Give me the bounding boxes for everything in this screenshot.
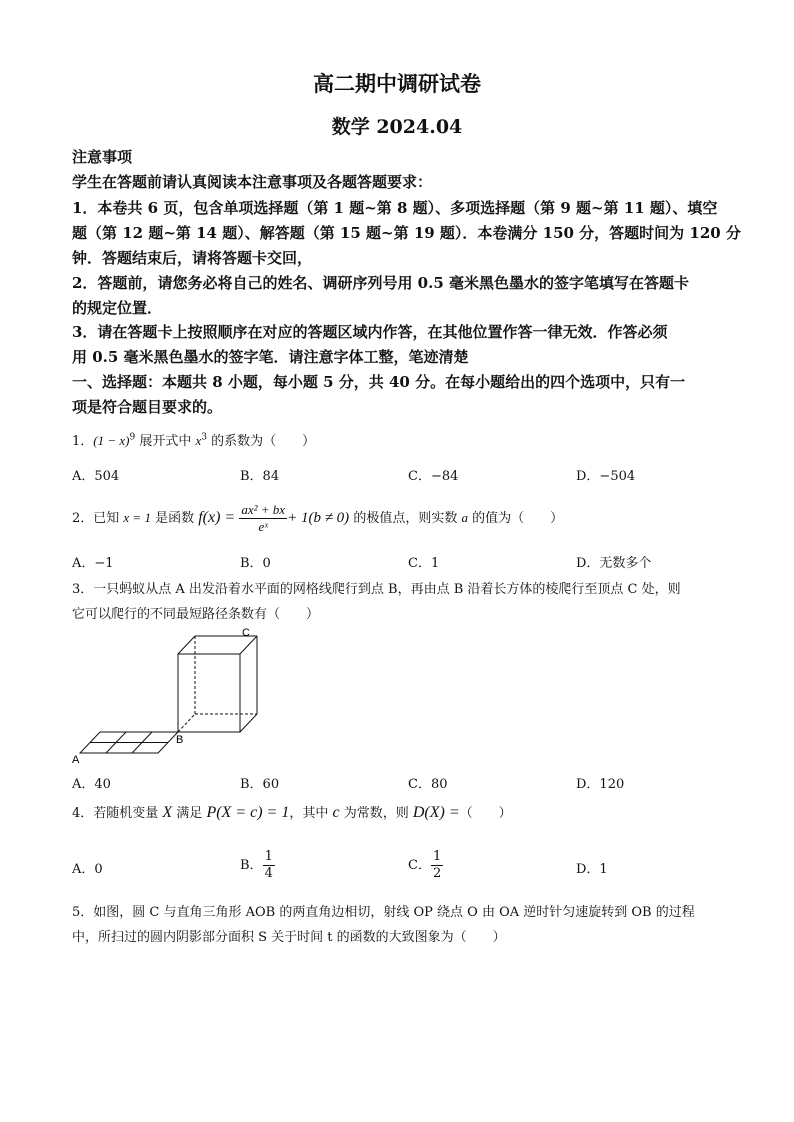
notice-item2-line1: 2．答题前，请您务必将自己的姓名、调研序列号用 0.5 毫米黑色墨水的签字笔填写在答题卡 — [72, 274, 689, 292]
q4-text1: 4．若随机变量 — [72, 806, 163, 821]
q4-option-b-den: 4 — [264, 866, 273, 881]
question-4 — [72, 802, 512, 822]
q4-option-c-den: 2 — [432, 866, 442, 881]
q3-line1: 3．一只蚂蚁从点 A 出发沿着水平面的网格线爬行到点 B，再由点 B 沿着长方体的棱爬行至顶点 C 处，则 — [72, 582, 681, 597]
q4-option-c-num: 1 — [432, 849, 442, 864]
q4-variance: D(X) = — [412, 804, 460, 821]
cuboid-edge — [178, 636, 195, 654]
notice-item3-line2: 用 0.5 毫米黑色墨水的签字笔．请注意字体工整，笔迹清楚 — [72, 348, 469, 366]
notice-item3-line1: 3．请在答题卡上按照顺序在对应的答题区域内作答，在其他位置作答一律无效．作答必须 — [72, 323, 668, 341]
q1-tail: 的系数为（ ） — [207, 434, 316, 449]
q2-option-a[interactable]: A．−1 — [72, 556, 114, 571]
q1-exponent: 9 — [129, 432, 136, 443]
q1-option-c[interactable]: C．−84 — [408, 469, 459, 484]
q1-option-b[interactable]: B．84 — [240, 469, 280, 484]
q2-denominator: eˣ — [258, 519, 268, 534]
cuboid-front-face — [178, 654, 240, 732]
q1-option-d[interactable]: D．−504 — [576, 469, 636, 484]
notice-intro: 学生在答题前请认真阅读本注意事项及各题答题要求： — [72, 173, 433, 191]
q4-probability: P(X = c) = 1 — [206, 804, 290, 821]
notice-item1-line3: 钟．答题结束后，请将答题卡交回， — [72, 249, 313, 267]
notice-item1-line2: 题（第 12 题~第 14 题）、解答题（第 15 题~第 19 题）．本卷满分 150 分，答题时间为 120 分 — [72, 224, 741, 242]
q5-line1: 5．如图，圆 C 与直角三角形 AOB 的两直角边相切，射线 OP 绕点 O 由 OA 逆时针匀速旋转到 OB 的过程 — [72, 905, 695, 920]
q1-var: x — [195, 433, 202, 448]
label-c: C — [242, 627, 250, 639]
cuboid-hidden-edge — [178, 714, 195, 732]
q2-tail2: 的值为（ ） — [467, 511, 564, 526]
q1-binomial: (1 − x) — [93, 433, 130, 448]
q4-text2: 满足 — [172, 806, 207, 821]
label-b: B — [176, 734, 184, 746]
exam-title: 高二期中调研试卷 — [313, 71, 481, 96]
label-a: A — [72, 754, 80, 766]
q4-option-b[interactable] — [240, 846, 275, 886]
q4-text3: ，其中 — [289, 806, 333, 821]
q3-line2: 它可以爬行的不同最短路径条数有（ ） — [72, 607, 320, 622]
q4-x: X — [162, 804, 173, 821]
question-2 — [72, 498, 563, 539]
q2-function: f(x) = — [198, 509, 236, 526]
q3-option-b[interactable]: B．60 — [240, 777, 280, 792]
q2-numerator: ax² + bx — [241, 502, 286, 517]
q2-option-d[interactable]: D．无数多个 — [576, 556, 652, 571]
notice-heading: 注意事项 — [72, 148, 133, 166]
cuboid-edge — [240, 714, 257, 732]
q4-option-b-fraction — [263, 849, 275, 882]
q5-line2: 中，所扫过的圆内阴影部分面积 S 关于时间 t 的函数的大致图象为（ ） — [72, 930, 506, 945]
q4-text4: 为常数，则 — [339, 806, 413, 821]
q4-c: c — [332, 804, 340, 821]
question-1 — [72, 430, 315, 449]
q4-option-b-label: B． — [240, 858, 263, 873]
exam-subject: 数学 2024.04 — [331, 116, 463, 138]
q4-option-d[interactable]: D．1 — [576, 862, 608, 877]
q2-avar: a — [461, 510, 468, 525]
q1-var-exponent: 3 — [201, 432, 207, 443]
q2-condition: x = 1 — [123, 510, 151, 525]
section-heading-line1: 一、选择题：本题共 8 小题，每小题 5 分，共 40 分。在每小题给出的四个选项中，只有一 — [72, 373, 686, 391]
q4-option-a[interactable]: A．0 — [72, 862, 103, 877]
q2-option-b[interactable]: B．0 — [240, 556, 271, 571]
section-heading-line2: 项是符合题目要求的。 — [72, 398, 223, 416]
q4-text5: （ ） — [459, 806, 512, 821]
q4-option-c-fraction — [431, 849, 443, 882]
q4-option-c[interactable] — [408, 846, 443, 886]
q2-mid: 是函数 — [150, 511, 199, 526]
q2-number: 2．已知 — [72, 511, 124, 526]
q1-number: 1． — [72, 434, 94, 449]
q4-option-c-label: C． — [408, 858, 431, 873]
q2-fraction — [239, 502, 287, 535]
notice-item1-line1: 1．本卷共 6 页，包含单项选择题（第 1 题~第 8 题）、多项选择题（第 9 题~第 11 题）、填空 — [72, 199, 718, 217]
q2-option-c[interactable]: C．1 — [408, 556, 440, 571]
q3-option-c[interactable]: C．80 — [408, 777, 448, 792]
notice-item2-line2: 的规定位置． — [72, 299, 163, 317]
q2-tail1: 的极值点，则实数 — [349, 511, 462, 526]
q1-mid: 展开式中 — [135, 434, 196, 449]
q3-option-a[interactable]: A．40 — [72, 777, 111, 792]
cuboid-grid-figure — [70, 620, 260, 768]
q2-after: + 1(b ≠ 0) — [287, 510, 350, 526]
q1-option-a[interactable]: A．504 — [72, 469, 120, 484]
q4-option-b-num: 1 — [264, 849, 273, 864]
q3-option-d[interactable]: D．120 — [576, 777, 625, 792]
